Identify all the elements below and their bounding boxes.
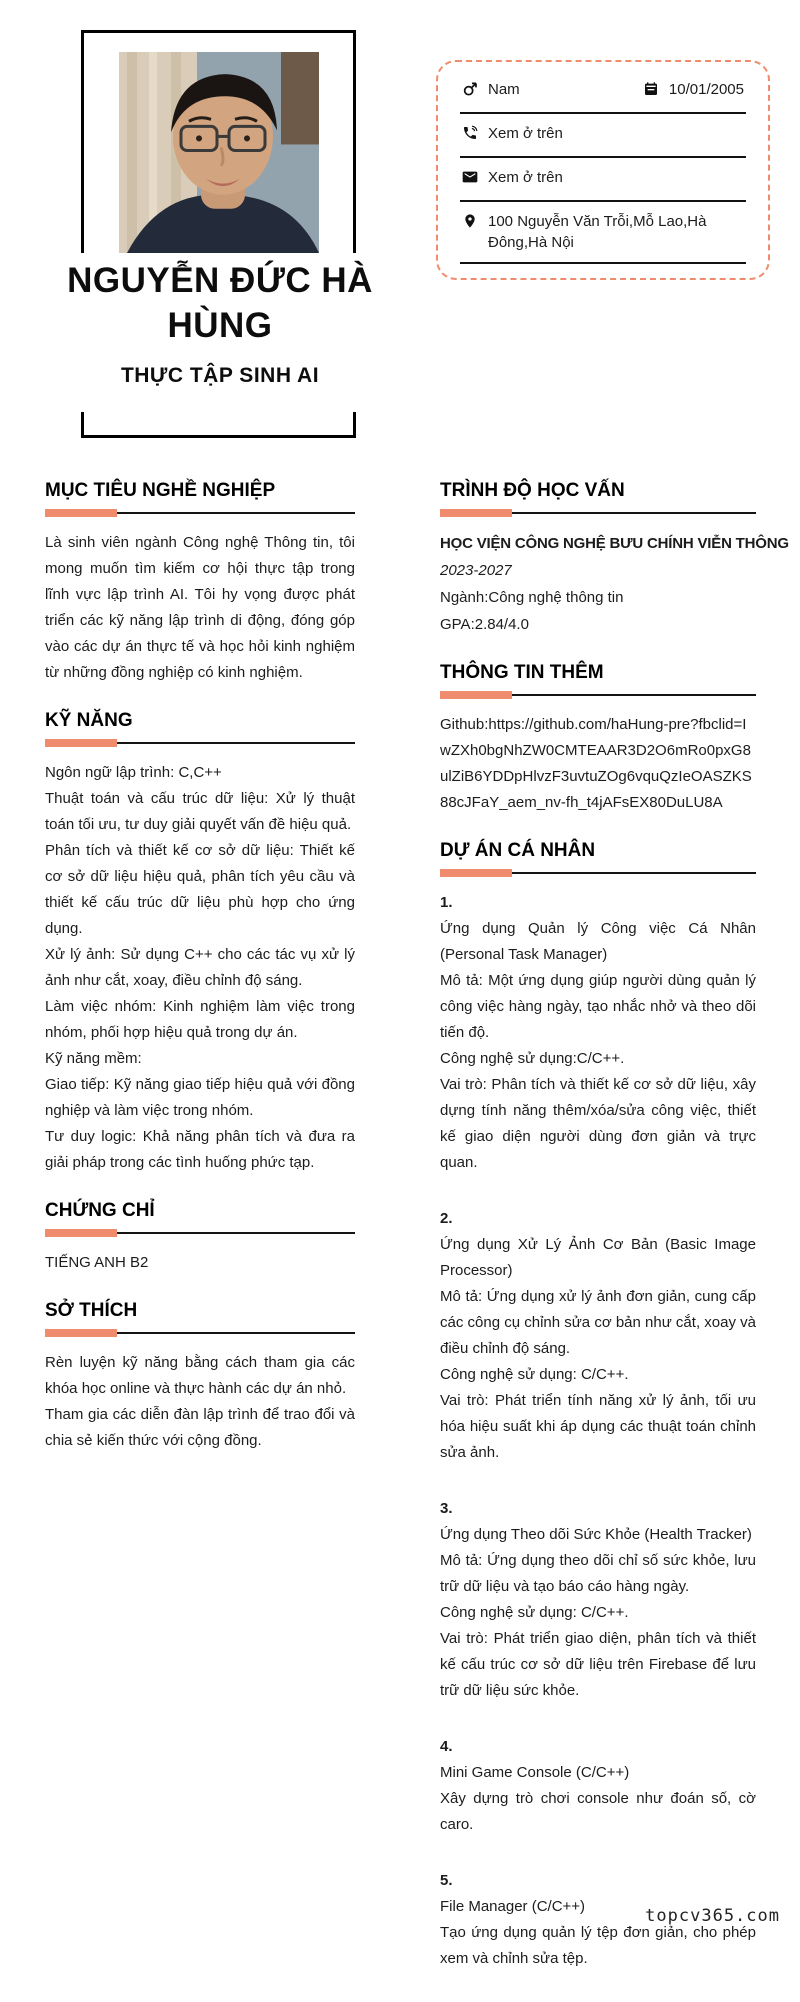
- section-title-projects: DỰ ÁN CÁ NHÂN: [440, 840, 596, 861]
- skill-item: Tư duy logic: Khả năng phân tích và đưa ra giải pháp trong các tình huống phức tạp.: [45, 1128, 355, 1171]
- objective-paragraph: Là sinh viên ngành Công nghệ Thông tin, tôi mong muốn tìm kiếm cơ hội thực tập trong lĩnh vực lập trình AI. Tôi hy vọng được phát triển các kỹ năng lập trình di động, đóng góp vào các dự án thực tế và học hỏi kinh nghiệm từ những đồng nghiệp có kinh nghiệm.: [45, 534, 355, 681]
- project-number: 5.: [440, 1872, 453, 1889]
- project-line: Mini Game Console (C/C++): [440, 1764, 630, 1781]
- project-line: Công nghệ sử dụng:C/C++.: [440, 1050, 625, 1067]
- location-pin-icon: [462, 213, 478, 235]
- project-number: 1.: [440, 894, 453, 911]
- section-rule: [440, 691, 756, 699]
- section-rule: [440, 869, 756, 877]
- project-item: [440, 1496, 756, 1704]
- gender-icon: [462, 81, 478, 103]
- gender-cell: [462, 79, 520, 103]
- address-value: 100 Nguyễn Văn Trỗi,Mỗ Lao,Hà Đông,Hà Nội: [488, 213, 707, 251]
- section-title-skills: KỸ NĂNG: [45, 710, 133, 731]
- candidate-name: NGUYỄN ĐỨC HÀ HÙNG: [67, 261, 373, 345]
- phone-value: Xem ở trên: [488, 125, 563, 142]
- project-number: 2.: [440, 1210, 453, 1227]
- projects-list: [440, 890, 756, 1972]
- left-column: [45, 480, 355, 1478]
- project-line: Mô tả: Ứng dụng theo dõi chỉ số sức khỏe, lưu trữ dữ liệu và tạo báo cáo hàng ngày.: [440, 1552, 756, 1595]
- project-line: File Manager (C/C++): [440, 1898, 586, 1915]
- phone-icon: [462, 125, 478, 147]
- section-certificates: [45, 1200, 355, 1276]
- right-column: [440, 480, 789, 2002]
- section-rule: [45, 739, 355, 747]
- project-lines: [440, 916, 756, 1176]
- skill-item: Phân tích và thiết kế cơ sở dữ liệu: Thiết kế cơ sở dữ liệu hiệu quả, phân tích yêu cầu và thiết kế cấu trúc dữ liệu phù hợp cho ứng dụng.: [45, 842, 355, 937]
- project-lines: [440, 1522, 756, 1704]
- contact-row-gender-dob: [460, 70, 746, 114]
- certificate-item: TIẾNG ANH B2: [45, 1254, 149, 1271]
- project-line: Ứng dụng Xử Lý Ảnh Cơ Bản (Basic Image Processor): [440, 1236, 756, 1279]
- project-line: Ứng dụng Theo dõi Sức Khỏe (Health Tracker): [440, 1526, 752, 1543]
- section-education: [440, 480, 789, 638]
- section-rule: [440, 509, 756, 517]
- project-line: Công nghệ sử dụng: C/C++.: [440, 1366, 629, 1383]
- project-number: 3.: [440, 1500, 453, 1517]
- objective-body: [45, 530, 355, 686]
- photo-frame: [81, 30, 356, 253]
- project-line: Xây dựng trò chơi console như đoán số, cờ caro.: [440, 1790, 756, 1833]
- project-lines: [440, 1232, 756, 1466]
- dob-value: 10/01/2005: [668, 81, 744, 98]
- project-item: [440, 890, 756, 1176]
- section-title-hobbies: SỞ THÍCH: [45, 1300, 138, 1321]
- title-bracket-decoration: [81, 412, 356, 438]
- project-line: Mô tả: Ứng dụng xử lý ảnh đơn giản, cung cấp các công cụ chỉnh sửa cơ bản như cắt, xoay và điều chỉnh độ sáng.: [440, 1288, 756, 1357]
- github-link-text: Github:https://github.com/haHung-pre?fbclid=IwZXh0bgNhZW0CMTEAAR3D2O6mRo0pxG8ulZiB6YDDpHlvzF3uvtuZOg6vquQzIeOASZKS88cJFaY_aem_nv-fh_t4jAFsEX80DuLU8A: [440, 716, 752, 811]
- section-objective: [45, 480, 355, 686]
- project-item: [440, 1734, 756, 1838]
- project-line: Mô tả: Một ứng dụng giúp người dùng quản lý công việc hàng ngày, tạo nhắc nhở và theo dõi tiến độ.: [440, 972, 756, 1041]
- project-line: Vai trò: Phân tích và thiết kế cơ sở dữ liệu, xây dựng tính năng thêm/xóa/sửa công việc, thiết kế giao diện người dùng đơn giản và trực quan.: [440, 1076, 756, 1171]
- skill-item: Thuật toán và cấu trúc dữ liệu: Xử lý thuật toán tối ưu, tư duy giải quyết vấn đề hiệu quả.: [45, 790, 355, 833]
- section-projects: [440, 840, 756, 1972]
- project-item: [440, 1206, 756, 1466]
- project-line: Tạo ứng dụng quản lý tệp đơn giản, cho phép xem và chỉnh sửa tệp.: [440, 1924, 756, 1967]
- name-block: [30, 258, 410, 388]
- section-rule: [45, 1229, 355, 1237]
- contact-row-phone: [460, 114, 746, 158]
- education-school: HỌC VIỆN CÔNG NGHỆ BƯU CHÍNH VIỄN THÔNG: [440, 535, 789, 552]
- gender-value: Nam: [488, 81, 520, 98]
- email-value: Xem ở trên: [488, 169, 563, 186]
- calendar-icon: [643, 81, 659, 103]
- certificates-body: [45, 1250, 355, 1276]
- section-hobbies: [45, 1300, 355, 1454]
- profile-photo: [119, 52, 319, 253]
- education-major: Ngành:Công nghệ thông tin: [440, 589, 624, 606]
- skill-item: Xử lý ảnh: Sử dụng C++ cho các tác vụ xử lý ảnh như cắt, xoay, điều chỉnh độ sáng.: [45, 946, 355, 989]
- section-rule: [45, 1329, 355, 1337]
- section-title-more-info: THÔNG TIN THÊM: [440, 662, 604, 683]
- profile-photo-illustration: [119, 52, 319, 253]
- project-line: Vai trò: Phát triển tính năng xử lý ảnh, tối ưu hóa hiệu suất khi áp dụng các thuật toán chỉnh sửa ảnh.: [440, 1392, 756, 1461]
- skills-body: [45, 760, 355, 1176]
- project-line: Công nghệ sử dụng: C/C++.: [440, 1604, 629, 1621]
- project-line: Ứng dụng Quản lý Công việc Cá Nhân (Personal Task Manager): [440, 920, 756, 963]
- section-title-certificates: CHỨNG CHỈ: [45, 1200, 155, 1221]
- section-title-education: TRÌNH ĐỘ HỌC VẤN: [440, 480, 625, 501]
- skill-item: Làm việc nhóm: Kinh nghiệm làm việc trong nhóm, phối hợp hiệu quả trong dự án.: [45, 998, 355, 1041]
- section-title-objective: MỤC TIÊU NGHỀ NGHIỆP: [45, 480, 276, 501]
- project-number: 4.: [440, 1738, 453, 1755]
- hobbies-body: [45, 1350, 355, 1454]
- skill-item: Kỹ năng mềm:: [45, 1050, 142, 1067]
- skill-item: Giao tiếp: Kỹ năng giao tiếp hiệu quả với đồng nghiệp và làm việc trong nhóm.: [45, 1076, 355, 1119]
- contact-row-email: [460, 158, 746, 202]
- job-title: THỰC TẬP SINH AI: [120, 364, 320, 387]
- dob-cell: [643, 79, 744, 103]
- contact-card: [436, 60, 770, 280]
- project-lines: [440, 1760, 756, 1838]
- skill-item: Ngôn ngữ lập trình: C,C++: [45, 764, 222, 781]
- project-line: Vai trò: Phát triển giao diện, phân tích và thiết kế cấu trúc cơ sở dữ liệu trên Firebase để lưu trữ dữ liệu sức khỏe.: [440, 1630, 756, 1699]
- section-rule: [45, 509, 355, 517]
- hobby-item: Tham gia các diễn đàn lập trình để trao đổi và chia sẻ kiến thức với cộng đồng.: [45, 1406, 355, 1449]
- contact-row-address: [460, 202, 746, 264]
- mail-icon: [462, 169, 478, 191]
- education-gpa: GPA:2.84/4.0: [440, 616, 529, 633]
- section-skills: [45, 710, 355, 1176]
- watermark: topcv365.com: [645, 1906, 780, 1926]
- section-more-info: [440, 662, 756, 816]
- hobby-item: Rèn luyện kỹ năng bằng cách tham gia các khóa học online và thực hành các dự án nhỏ.: [45, 1354, 355, 1397]
- education-years: 2023-2027: [440, 562, 512, 579]
